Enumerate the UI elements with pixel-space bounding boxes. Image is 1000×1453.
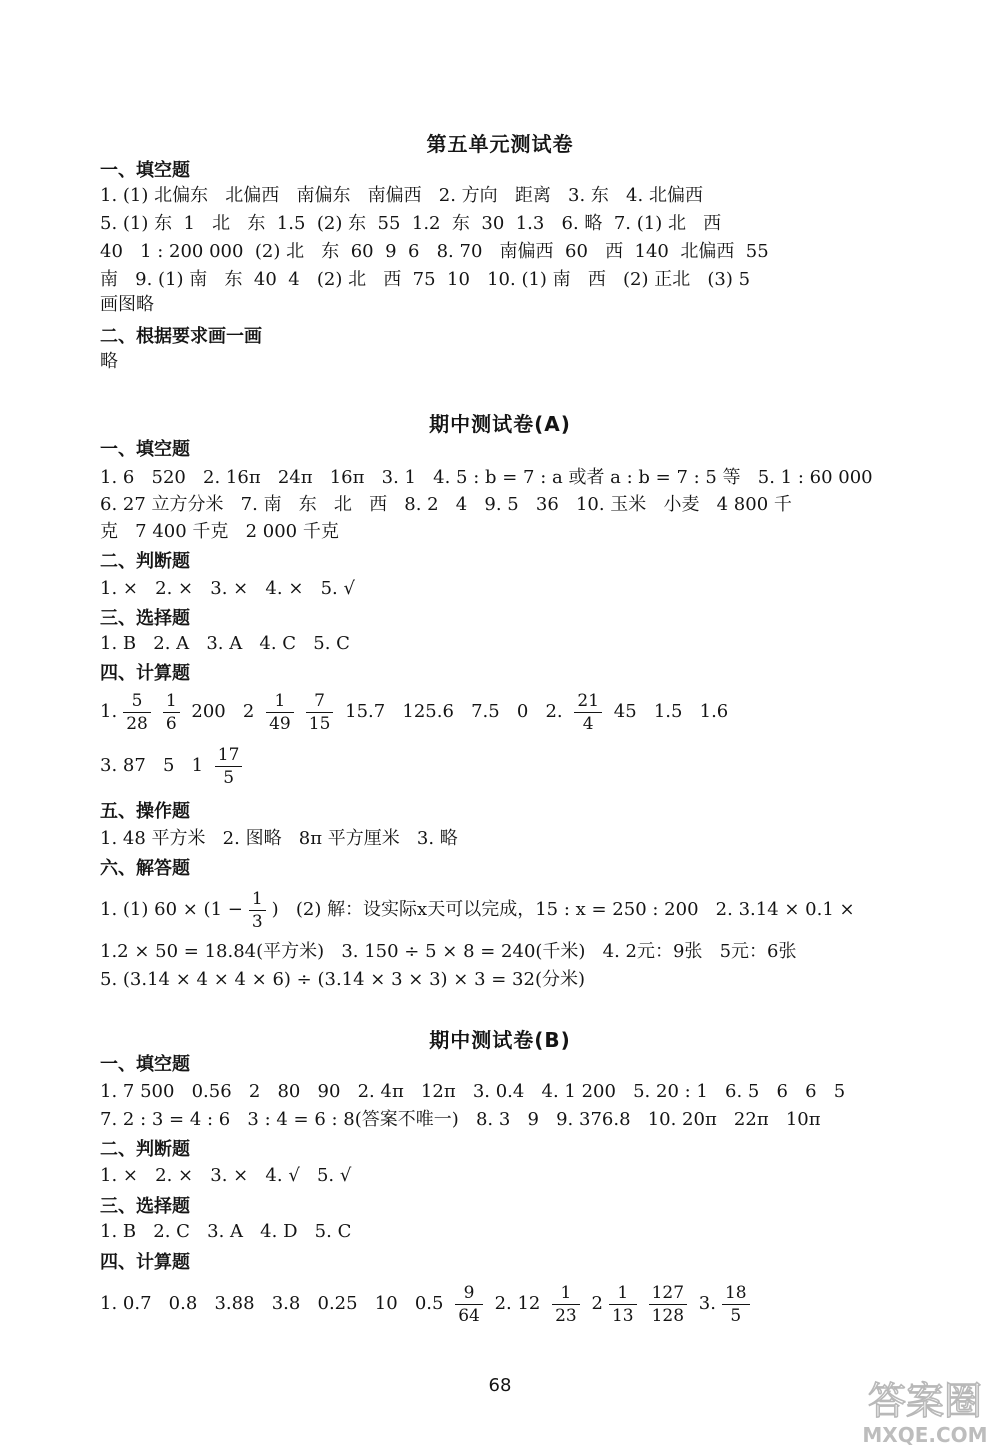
fraction: $\frac{9}{64}$ (455, 1282, 483, 1327)
fraction: $\frac{7}{15}$ (306, 690, 334, 735)
midB-section-calc: 四、计算题 (100, 1252, 190, 1273)
midB-title: 期中测试卷(B) (429, 1028, 571, 1052)
midA-line-7: 1.2 × 50 = 18.84(平方米) 3. 150 ÷ 5 × 8 = 240(千米) 4. 2元：9张 5元：6张 (100, 941, 797, 962)
midA-line-2: 6. 27 立方分米 7. 南 东 北 西 8. 2 4 9. 5 36 10. 玉米 小麦 4 800 千 (100, 494, 792, 515)
midA-section-answer: 六、解答题 (100, 858, 190, 879)
unit5-line-1: 1. (1) 北偏东 北偏西 南偏东 南偏西 2. 方向 距离 3. 东 4. 北偏西 (100, 185, 703, 206)
fraction: $\frac{17}{5}$ (215, 744, 243, 789)
midA-section-choice: 三、选择题 (100, 608, 190, 629)
unit5-line-6: 略 (100, 351, 118, 372)
midA-line-8: 5. (3.14 × 4 × 4 × 6) ÷ (3.14 × 3 × 3) × 3 = 32(分米) (100, 969, 586, 990)
midA-section-fill: 一、填空题 (100, 439, 190, 460)
midA-calc-line-2: 3. 87 5 1 $\frac{17}{5}$ (100, 742, 890, 790)
midB-calc-line-1: 1. 0.7 0.8 3.88 3.8 0.25 10 0.5 $\frac{9}{64}$ 2. 12 $\frac{1}{23}$ 2 $\frac{1}{13}$ $\frac{127}{128}$ 3. $\frac{18}{5}$ (100, 1280, 890, 1328)
unit5-line-4: 南 9. (1) 南 东 40 4 (2) 北 西 75 10 10. (1) 南 西 (2) 正北 (3) 5 (100, 269, 751, 290)
fraction: $\frac{1}{3}$ (249, 888, 266, 933)
midA-answer-line-1: 1. (1) 60 × (1 − $\frac{1}{3}$ ) (2) 解：设实际x天可以完成，15 : x = 250 : 200 2. 3.14 × 0.1 × (100, 888, 855, 932)
midA-line-3: 克 7 400 千克 2 000 千克 (100, 521, 339, 542)
midB-section-judge: 二、判断题 (100, 1139, 190, 1160)
fraction: $\frac{18}{5}$ (722, 1282, 750, 1327)
fraction: $\frac{1}{23}$ (552, 1282, 580, 1327)
page-number: 68 (488, 1375, 512, 1396)
fraction: $\frac{5}{28}$ (123, 690, 151, 735)
watermark-text-en: MXQE.COM (862, 1423, 988, 1447)
midB-line-2: 7. 2 : 3 = 4 : 6 3 : 4 = 6 : 8(答案不唯一) 8. 3 9 9. 376.8 10. 20π 22π 10π (100, 1109, 821, 1130)
unit5-title: 第五单元测试卷 (426, 132, 574, 156)
midA-section-calc: 四、计算题 (100, 663, 190, 684)
fraction: $\frac{21}{4}$ (574, 690, 602, 735)
midA-line-5: 1. B 2. A 3. A 4. C 5. C (100, 633, 350, 654)
midB-line-4: 1. B 2. C 3. A 4. D 5. C (100, 1221, 352, 1242)
unit5-line-5: 画图略 (100, 294, 154, 315)
watermark-text-cn: 答案圈 (867, 1379, 983, 1423)
fraction: $\frac{1}{6}$ (163, 690, 180, 735)
unit5-line-2: 5. (1) 东 1 北 东 1.5 (2) 东 55 1.2 东 30 1.3 6. 略 7. (1) 北 西 (100, 213, 722, 234)
midB-line-1: 1. 7 500 0.56 2 80 90 2. 4π 12π 3. 0.4 4. 1 200 5. 20 : 1 6. 5 6 6 5 (100, 1081, 846, 1102)
midA-section-operate: 五、操作题 (100, 801, 190, 822)
fraction: $\frac{127}{128}$ (649, 1282, 687, 1327)
midA-calc-line-1: 1. $\frac{5}{28}$ $\frac{1}{6}$ 200 2 $\frac{1}{49}$ $\frac{7}{15}$ 15.7 125.6 7.5 0 2. $\frac{21}{4}$ 45 1.5 1.6 (100, 690, 729, 734)
midB-section-fill: 一、填空题 (100, 1054, 190, 1075)
midA-line-6: 1. 48 平方米 2. 图略 8π 平方厘米 3. 略 (100, 828, 458, 849)
midA-line-1: 1. 6 520 2. 16π 24π 16π 3. 1 4. 5 : b = 7 : a 或者 a : b = 7 : 5 等 5. 1 : 60 000 (100, 467, 873, 488)
midA-section-judge: 二、判断题 (100, 551, 190, 572)
watermark-logo (855, 1372, 995, 1448)
fraction: $\frac{1}{49}$ (266, 690, 294, 735)
midB-line-3: 1. × 2. × 3. × 4. √ 5. √ (100, 1165, 352, 1186)
unit5-section-draw: 二、根据要求画一画 (100, 326, 262, 347)
midA-title: 期中测试卷(A) (429, 412, 571, 436)
unit5-section-fill: 一、填空题 (100, 160, 190, 181)
fraction: $\frac{1}{13}$ (609, 1282, 637, 1327)
unit5-line-3: 40 1 : 200 000 (2) 北 东 60 9 6 8. 70 南偏西 60 西 140 北偏西 55 (100, 241, 769, 262)
midA-line-4: 1. × 2. × 3. × 4. × 5. √ (100, 578, 355, 599)
midB-section-choice: 三、选择题 (100, 1196, 190, 1217)
